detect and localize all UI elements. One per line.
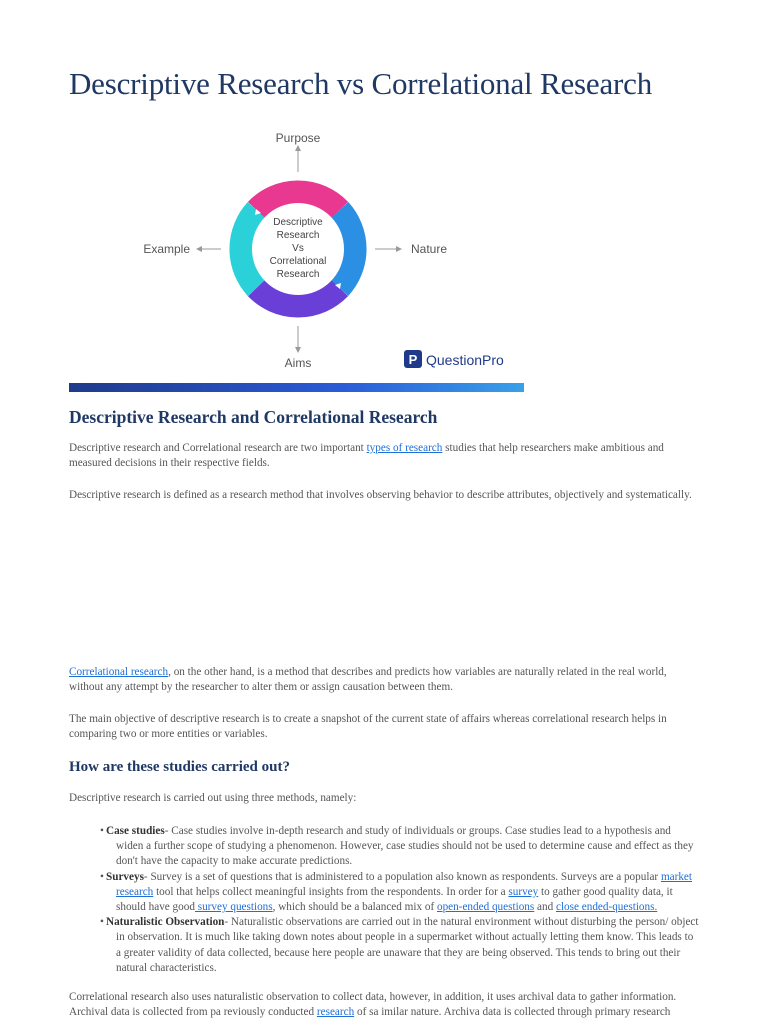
svg-text:P: P bbox=[408, 352, 418, 367]
label-purpose: Purpose bbox=[275, 131, 321, 145]
center-text-3: Vs bbox=[292, 243, 304, 254]
center-text-4: Correlational bbox=[269, 256, 327, 267]
paragraph-2: Descriptive research is defined as a research method that involves observing behavior to describe attributes, objectively and systematically. bbox=[69, 489, 692, 501]
link-survey[interactable]: survey bbox=[508, 885, 539, 898]
label-aims: Aims bbox=[284, 356, 312, 370]
list-item-surveys: • Surveys- Survey is a set of questions that is administered to a population also known as respondents. Surveys are a popular market research tool that helps collect meaningful insights from the respondents. In order for a survey to gather good quality data, it should have good survey questions, which should be a balanced mix of open-ended questions and close ended-questions. bbox=[100, 870, 692, 914]
link-market-research[interactable]: market research bbox=[116, 870, 692, 898]
list-item-naturalistic-observation: • Naturalistic Observation- Naturalistic observations are carried out in the natural environment without disturbing the person/ object in observation. It is much like taking down notes about people in a supermarket without actually letting them know. This leads to a greater validity of data collected, because here people are unaware that they are being observed. This tends to bring out their natural characteristics. bbox=[100, 916, 699, 974]
paragraph-1: Descriptive research and Correlational research are two important types of research studies that help researchers make ambitious and measured decisions in their respective fields. bbox=[69, 442, 664, 470]
center-text-1: Descriptive bbox=[273, 217, 323, 228]
paragraph-3: Correlational research, on the other hand, is a method that describes and predicts how variables are naturally related in the real world, without any attempt by the researcher to alter them or assign causation between them. bbox=[69, 666, 667, 694]
link-open-ended-questions[interactable]: open-ended questions bbox=[436, 901, 535, 914]
label-nature: Nature bbox=[411, 242, 448, 256]
page-title: Descriptive Research vs Correlational Research bbox=[69, 66, 653, 101]
diagram-svg bbox=[69, 120, 524, 392]
link-correlational-research[interactable]: Correlational research bbox=[69, 666, 169, 678]
questionpro-logo-text: QuestionPro bbox=[426, 352, 504, 368]
methods-list bbox=[100, 824, 700, 976]
link-close-ended-questions[interactable]: close ended-questions. bbox=[555, 901, 658, 914]
comparison-diagram bbox=[69, 120, 524, 392]
figure-bottom-bar bbox=[69, 383, 524, 392]
center-text-2: Research bbox=[276, 230, 320, 241]
link-survey-questions[interactable]: survey questions bbox=[194, 901, 273, 914]
paragraph-intro: Descriptive research is carried out using three methods, namely: bbox=[69, 792, 357, 804]
label-example: Example bbox=[143, 242, 190, 256]
list-item-case-studies: • Case studies- Case studies involve in-depth research and study of individuals or groups. Case studies lead to a hypothesis and widen a further scope of studying a phenomenon. However, case studies should not be used to determine cause and effect as they don't have the capacity to make accurate predictions. bbox=[100, 825, 694, 868]
section-heading-2: How are these studies carried out? bbox=[69, 759, 290, 775]
center-text-5: Research bbox=[276, 269, 320, 280]
paragraph-5: Correlational research also uses naturalistic observation to collect data, however, in addition, it uses archival data to gather information. Archival data is collected from pa reviously conducted research of sa imilar nature. Archiva data is collected through primary research bbox=[69, 991, 677, 1019]
link-research[interactable]: research bbox=[316, 1006, 355, 1019]
section-heading-1: Descriptive Research and Correlational Research bbox=[69, 407, 438, 427]
paragraph-4: The main objective of descriptive research is to create a snapshot of the current state of affairs whereas correlational research helps in comparing two or more entities or variables. bbox=[69, 713, 667, 741]
link-types-of-research[interactable]: types of research bbox=[366, 442, 443, 454]
